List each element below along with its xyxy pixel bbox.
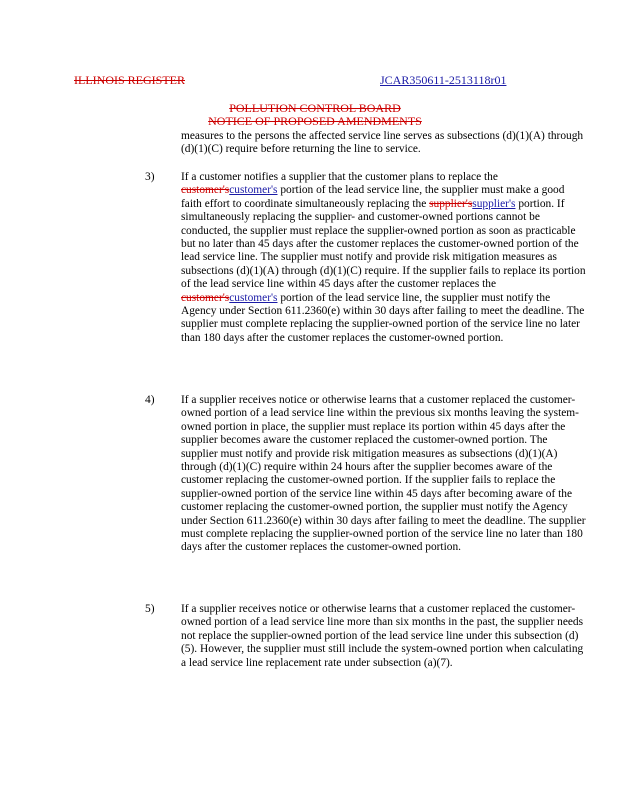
item-5-number: 5) [145, 603, 155, 615]
item-5-paragraph: If a supplier receives notice or otherwise learns that a customer replaced the customer-owned portion of a lead service line more than six months in the past, the supplier needs not replace the supplier-owned portion of the lead service line under this subsection (d)(5). However, the supplier must still include the system-owned portion when calculating a lead service line replacement rate under subsection (a)(7). [181, 603, 584, 669]
item-3-deleted-3: customer's [181, 291, 230, 304]
item-3-inserted-2: supplier's [472, 197, 516, 210]
item-3-deleted-2: supplier's [429, 197, 473, 210]
item-3-text-3: portion. If simultaneously replacing the supplier- and customer-owned portions cannot be conducted, the supplier must replace the supplier-owned portion as soon as practicable but no later than 45 days after the customer replaces the customer-owned portion of the lead service line. The supplier must notify and provide risk mitigation measures as subsections (d)(1)(A) through (d)(1)(C) require. If the supplier fails to replace its portion of the lead service line within 45 days after the customer replaces the [181, 197, 586, 291]
document-id: JCAR350611-2513118r01 [380, 73, 507, 87]
item-3-text-2: portion of the lead service line, the supplier must make a good faith effort to coordinate simultaneously replacing the [181, 184, 565, 210]
item-3-inserted-3: customer's [229, 291, 278, 304]
item-3-text-1: If a customer notifies a supplier that the customer plans to replace the [181, 171, 498, 183]
item-3-text-4: portion of the lead service line, the supplier must notify the Agency under Section 611.2360(e) within 30 days after failing to meet the deadline. The supplier must complete replacing the supplier-owned portion of the service line no later than 180 days after the customer replaces the customer-owned portion. [181, 291, 585, 344]
item-3-number: 3) [145, 171, 155, 183]
continuation-paragraph: measures to the persons the affected service line serves as subsections (d)(1)(A) through (d)(1)(C) require before returning the line to service. [181, 130, 584, 156]
item-4-number: 4) [145, 394, 155, 406]
item-4-paragraph: If a supplier receives notice or otherwise learns that a customer replaced the customer-owned portion of a lead service line within the previous six months leaving the system-owned portion in place, the supplier must replace its portion within 45 days after the supplier becomes aware the customer replaced the customer-owned portion. The supplier must notify and provide risk mitigation measures as subsections (d)(1)(A) through (d)(1)(C) require within 24 hours after the supplier becomes aware of the customer replacing the customer-owned portion. If the supplier fails to replace the supplier-owned portion of the service line within 45 days after becoming aware of the customer replacing the customer-owned portion, the supplier must notify the Agency under Section 611.2360(e) within 30 days after failing to meet the deadline. The supplier must complete replacing the supplier-owned portion of the service line no later than 180 days after the customer replaces the customer-owned portion. [181, 394, 586, 554]
board-title: POLLUTION CONTROL BOARD [229, 101, 401, 115]
item-3-paragraph [181, 171, 586, 345]
register-header: ILLINOIS REGISTER [74, 73, 185, 87]
item-3-inserted-1: customer's [229, 184, 278, 197]
item-3-deleted-1: customer's [181, 184, 230, 197]
notice-title: NOTICE OF PROPOSED AMENDMENTS [208, 114, 422, 128]
